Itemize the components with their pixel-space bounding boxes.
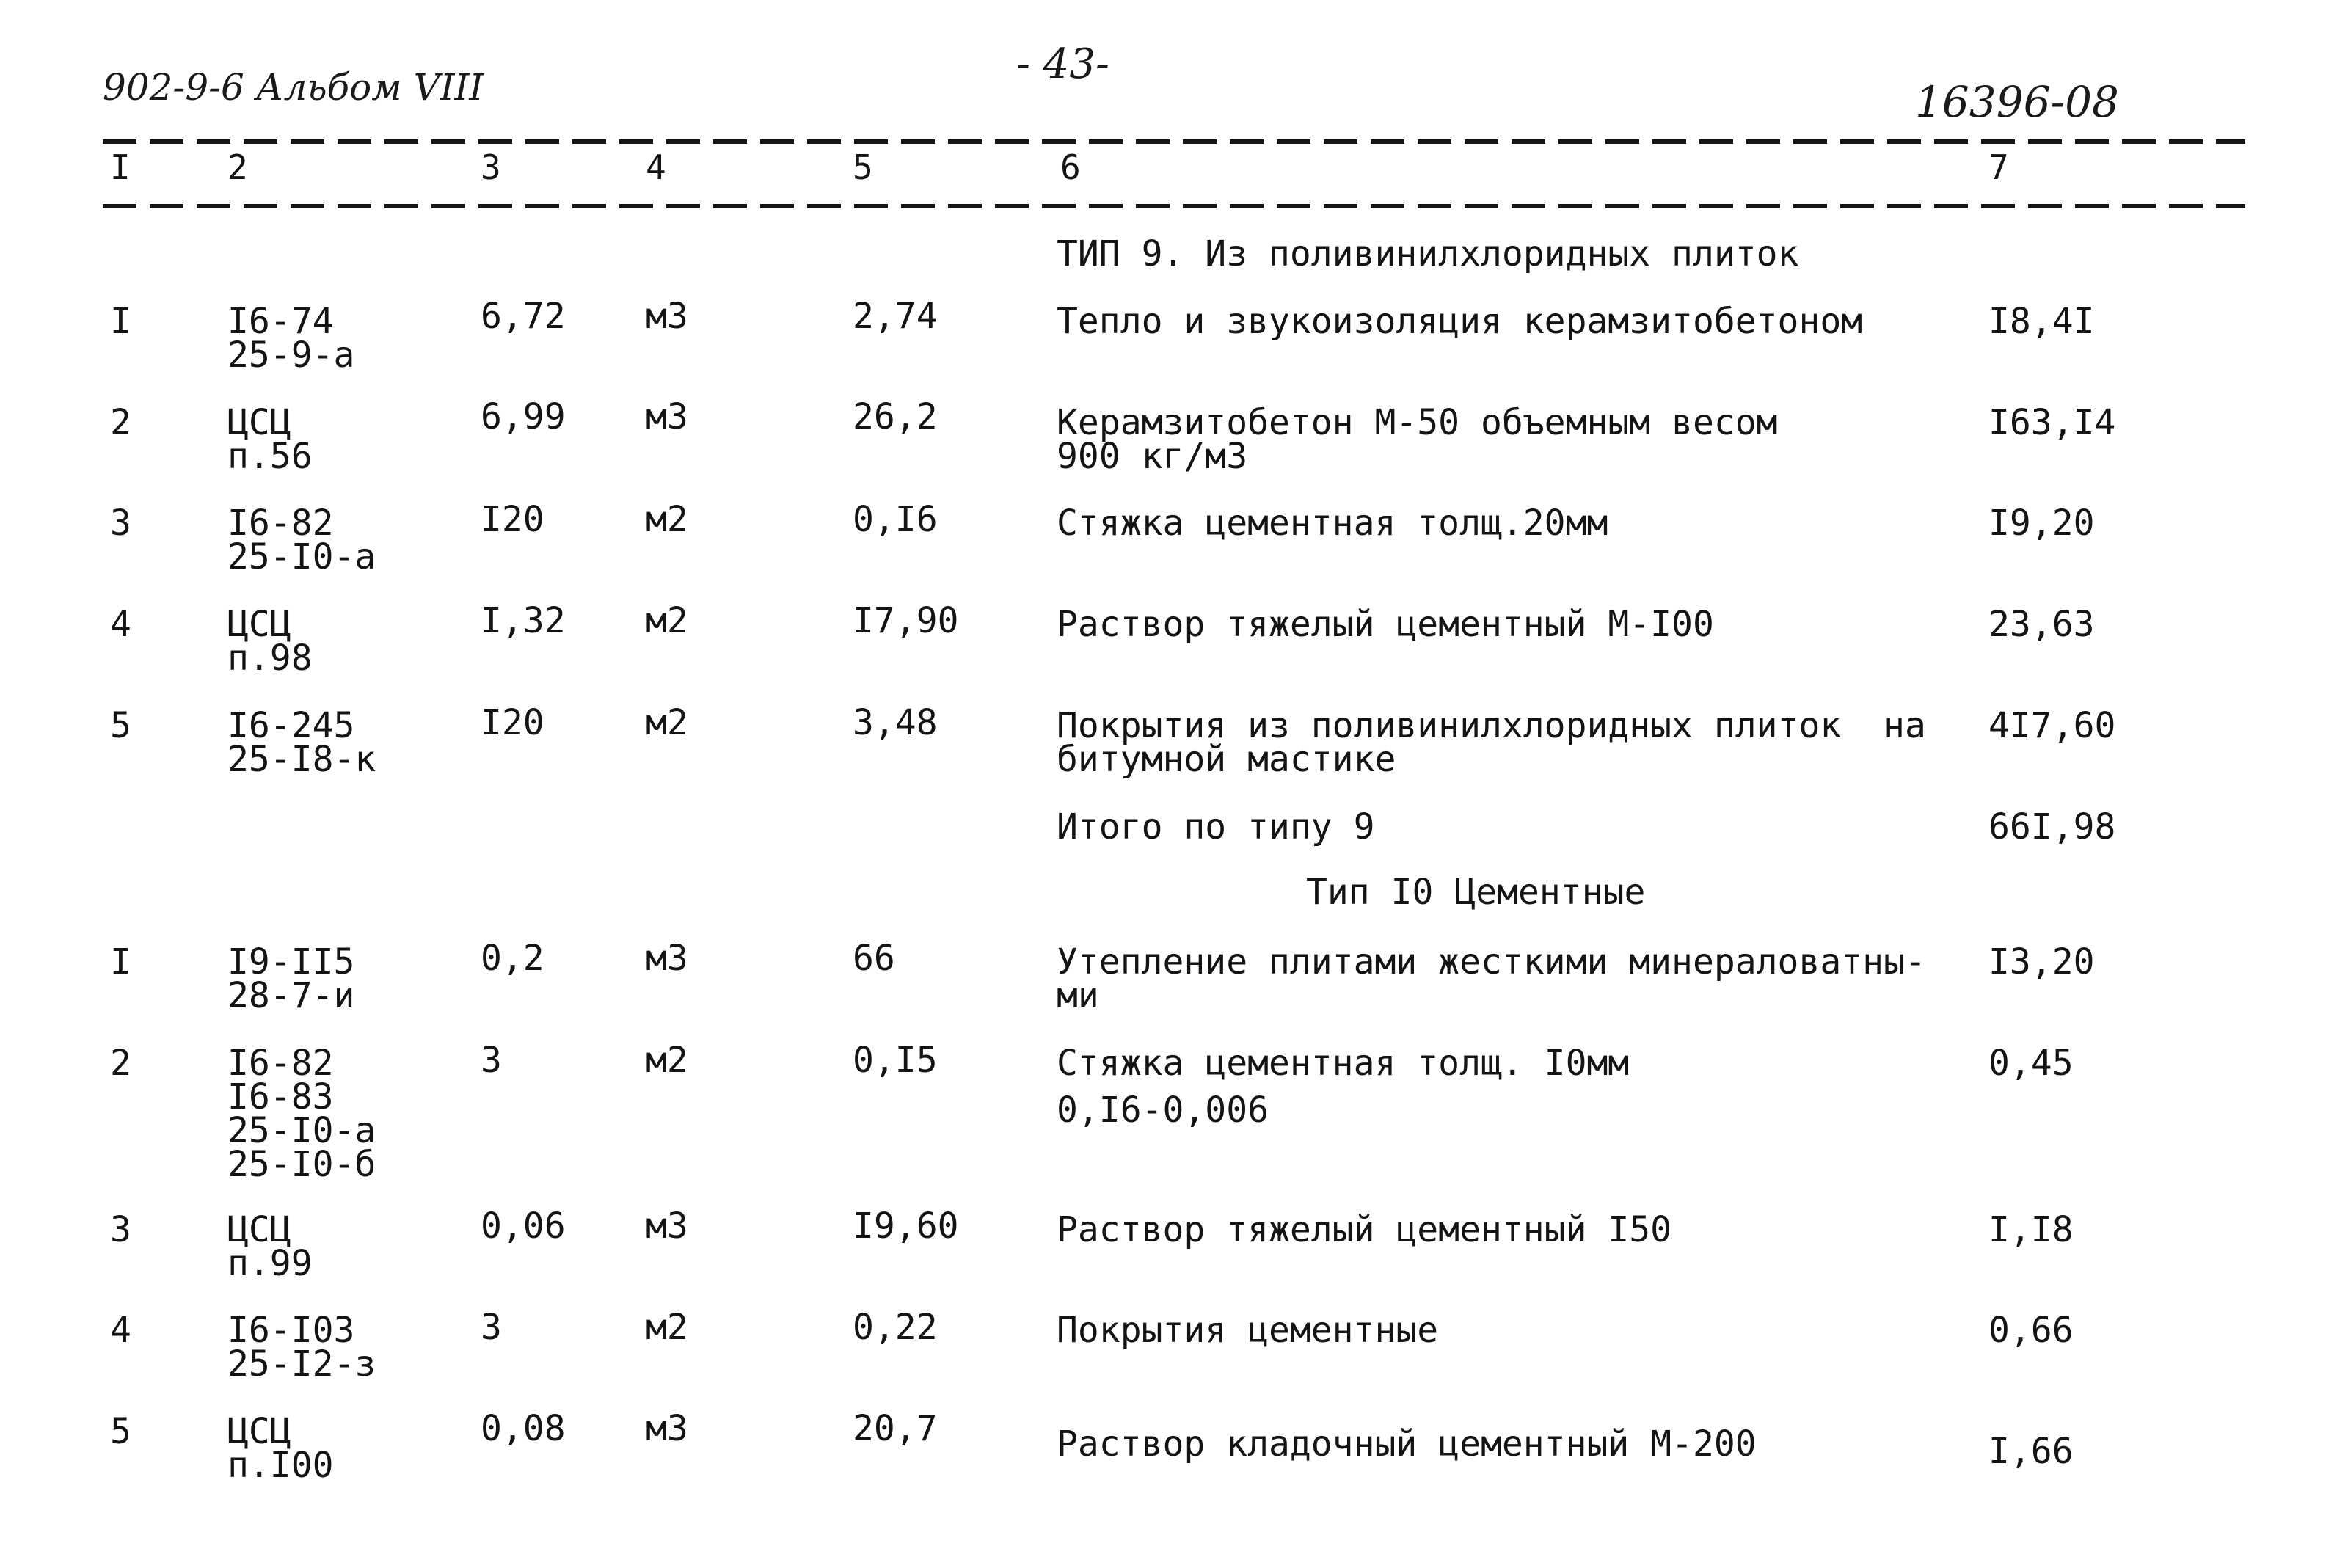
- row-number: 3: [110, 503, 131, 544]
- work-description: Керамзитобетон М-50 объемным весом 900 кг/м3: [1057, 402, 1778, 477]
- quantity: I,32: [481, 600, 566, 641]
- work-description: Покрытия цементные: [1057, 1310, 1439, 1351]
- total-cost: 0,45: [1988, 1043, 2074, 1084]
- norm-code: I6-82 I6-83 25-I0-а 25-I0-б: [227, 1043, 376, 1185]
- norm-code: I6-I03 25-I2-з: [227, 1310, 376, 1385]
- work-description: Раствор кладочный цементный М-200: [1057, 1423, 1757, 1465]
- row-number: 5: [110, 705, 131, 746]
- unit-price: 26,2: [853, 396, 938, 437]
- quantity: 6,99: [481, 396, 566, 437]
- unit: м2: [646, 1040, 688, 1081]
- total-cost: I,66: [1988, 1431, 2074, 1472]
- header-dashed-rule: [103, 204, 2245, 208]
- norm-code: I6-245 25-I8-к: [227, 705, 376, 780]
- column-number-1: I: [110, 147, 131, 187]
- unit: м3: [646, 296, 688, 337]
- total-cost: 0,66: [1988, 1310, 2074, 1351]
- quantity: 6,72: [481, 296, 566, 337]
- row-number: 4: [110, 1310, 131, 1351]
- total-cost: 23,63: [1988, 604, 2095, 645]
- section-title-type-10: Тип I0 Цементные: [1306, 872, 1646, 913]
- unit-price: I7,90: [853, 600, 959, 641]
- subtotal-label: Итого по типу 9: [1057, 806, 1375, 847]
- quantity: 0,2: [481, 938, 544, 979]
- unit-price: 66: [853, 938, 895, 979]
- work-description: Стяжка цементная толщ. I0мм: [1057, 1043, 1630, 1084]
- quantity: I20: [481, 702, 544, 743]
- row-number: 2: [110, 402, 131, 443]
- unit: м3: [646, 1206, 688, 1247]
- quantity: I20: [481, 499, 544, 540]
- section-title-type-9: ТИП 9. Из поливинилхлоридных плиток: [1057, 233, 1799, 274]
- page-number: - 43-: [1016, 40, 1109, 88]
- row-number: 3: [110, 1209, 131, 1250]
- quantity: 0,08: [481, 1408, 566, 1449]
- row-number: 5: [110, 1411, 131, 1452]
- unit-price: 0,I5: [853, 1040, 938, 1081]
- work-description: Стяжка цементная толщ.20мм: [1057, 503, 1608, 544]
- row-number: I: [110, 941, 131, 982]
- total-cost: I3,20: [1988, 941, 2095, 982]
- unit-price: I9,60: [853, 1206, 959, 1247]
- norm-code: I6-74 25-9-а: [227, 301, 355, 376]
- unit: м2: [646, 600, 688, 641]
- work-description: Покрытия из поливинилхлоридных плиток на битумной мастике: [1057, 705, 1926, 780]
- work-description: Утепление плитами жесткими минераловатны- ми: [1057, 941, 1926, 1016]
- unit: м3: [646, 396, 688, 437]
- norm-code: ЦСЦ п.56: [227, 402, 313, 477]
- row-number: 2: [110, 1043, 131, 1084]
- work-description: Раствор тяжелый цементный М-I00: [1057, 604, 1714, 645]
- top-dashed-rule: [103, 139, 2245, 144]
- norm-code: ЦСЦ п.98: [227, 604, 313, 679]
- norm-code: ЦСЦ п.99: [227, 1209, 313, 1284]
- unit: м3: [646, 938, 688, 979]
- norm-code: ЦСЦ п.I00: [227, 1411, 334, 1486]
- unit: м2: [646, 702, 688, 743]
- total-cost: I8,4I: [1988, 301, 2095, 342]
- column-number-4: 4: [646, 147, 666, 187]
- album-reference: 902-9-6 Альбом VIII: [103, 66, 484, 109]
- total-cost: 4I7,60: [1988, 705, 2116, 746]
- row-number: I: [110, 301, 131, 342]
- unit-price: 3,48: [853, 702, 938, 743]
- work-description: Тепло и звукоизоляция керамзитобетоном: [1057, 301, 1863, 342]
- column-number-2: 2: [227, 147, 248, 187]
- column-number-7: 7: [1988, 147, 2009, 187]
- unit: м3: [646, 1408, 688, 1449]
- column-number-3: 3: [481, 147, 501, 187]
- subtotal-value: 66I,98: [1988, 806, 2116, 847]
- norm-code: I9-II5 28-7-и: [227, 941, 355, 1016]
- quantity: 0,06: [481, 1206, 566, 1247]
- work-description: Раствор тяжелый цементный I50: [1057, 1209, 1672, 1250]
- row-number: 4: [110, 604, 131, 645]
- unit-price: 20,7: [853, 1408, 938, 1449]
- unit-price: 0,I6: [853, 499, 938, 540]
- unit-price: 0,22: [853, 1307, 938, 1348]
- column-number-6: 6: [1060, 147, 1081, 187]
- calculation-note: 0,I6-0,006: [1057, 1090, 1269, 1131]
- total-cost: I63,I4: [1988, 402, 2116, 443]
- unit-price: 2,74: [853, 296, 938, 337]
- column-number-5: 5: [853, 147, 873, 187]
- total-cost: I,I8: [1988, 1209, 2074, 1250]
- unit: м2: [646, 499, 688, 540]
- norm-code: I6-82 25-I0-а: [227, 503, 376, 577]
- quantity: 3: [481, 1307, 502, 1348]
- quantity: 3: [481, 1040, 502, 1081]
- total-cost: I9,20: [1988, 503, 2095, 544]
- document-number: 16396-08: [1915, 77, 2119, 127]
- unit: м2: [646, 1307, 688, 1348]
